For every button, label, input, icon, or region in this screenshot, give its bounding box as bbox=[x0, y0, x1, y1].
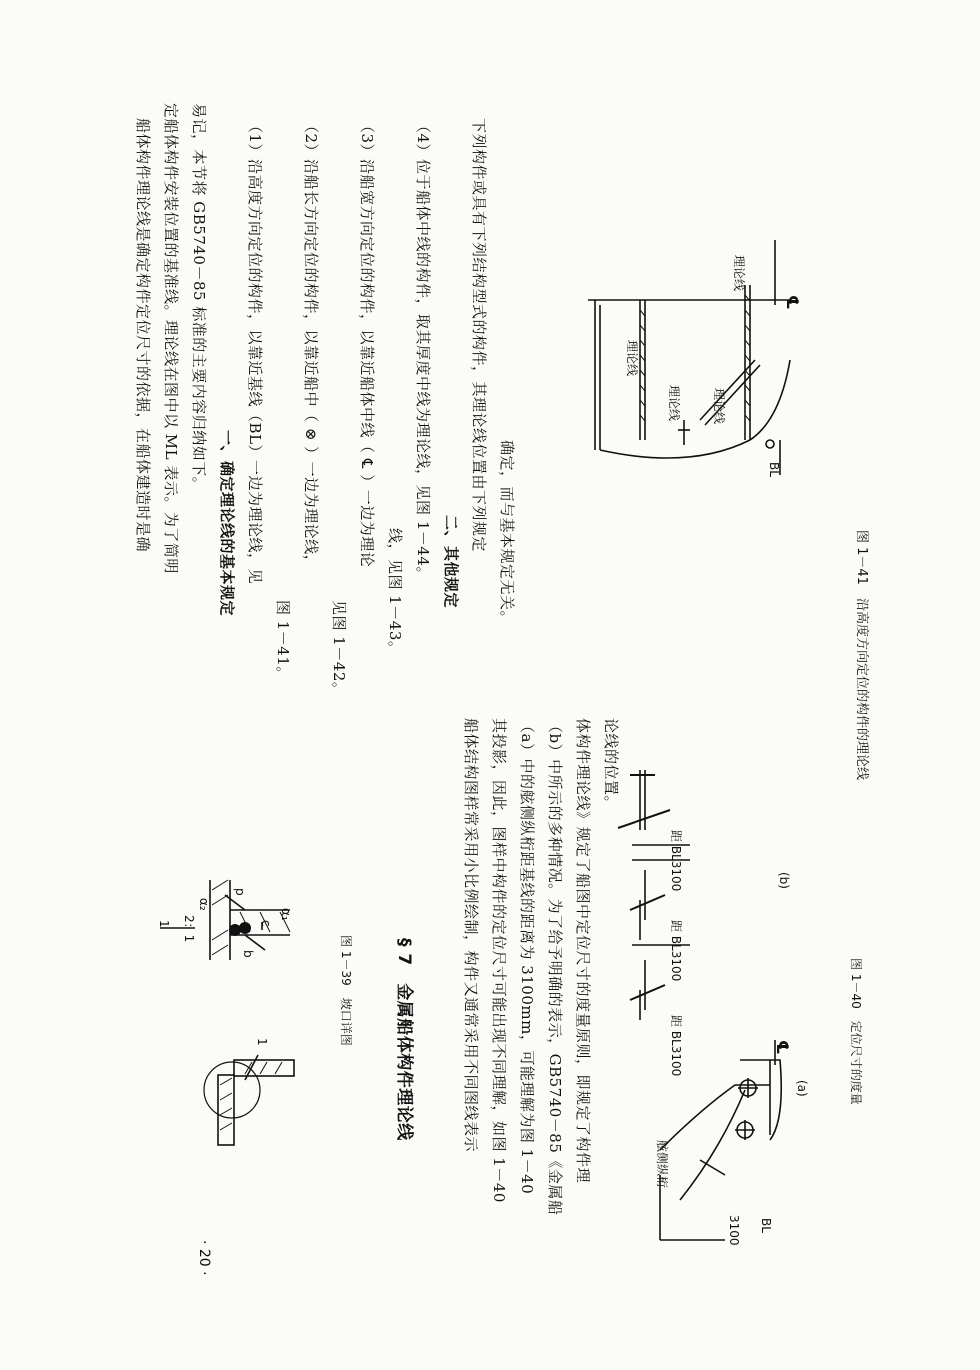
text-line: 船体结构图样常采用小比例绘制，构件又通常采用不同图线表示 bbox=[462, 718, 480, 1153]
text-line: （b）中所示的多种情况。为了给予明确的表示，GB5740－85《金属船 bbox=[546, 718, 564, 1216]
text-line: （3）沿船宽方向定位的构件，以靠近船体中线（ ℄ ）一边为理论 bbox=[358, 118, 376, 568]
text-line: 定船体构件安装位置的基准线。理论线在图中以 ML 表示。为了简明 bbox=[162, 103, 180, 574]
text-line: 易记，本节将 GB5740－85 标准的主要内容归纳如下。 bbox=[190, 103, 208, 493]
text-line: （2）沿船长方向定位的构件，以靠近船中（ ⊗ ）一边为理论线， bbox=[302, 118, 320, 571]
page-number: · 20 · bbox=[196, 1240, 212, 1276]
figure-label: BL bbox=[767, 462, 781, 477]
figure-label: 1 bbox=[255, 1038, 269, 1046]
text-line: 见图 1－42。 bbox=[330, 600, 348, 698]
figure-label: 1 bbox=[157, 920, 171, 928]
text-line: （1）沿高度方向定位的构件，以靠近基线（BL）一边为理论线，见 bbox=[246, 118, 264, 585]
figure-label: 理论线 bbox=[732, 255, 746, 292]
text-line: 船体构件理论线是确定构件定位尺寸的依据，在船体建造时是确 bbox=[134, 118, 152, 553]
figure-caption: 图 1－40 定位尺寸的度量 bbox=[849, 958, 863, 1105]
figure-label: b bbox=[241, 950, 255, 958]
figure-label: 3100 bbox=[727, 1215, 741, 1246]
figure-label: 距 BL3100 bbox=[669, 830, 683, 892]
figure-label: p bbox=[233, 888, 247, 896]
text-line: 图 1－41。 bbox=[274, 600, 292, 682]
figure-label: ℄ bbox=[783, 295, 802, 310]
text-line: 确定，而与基本规定无关。 bbox=[498, 440, 516, 627]
figure-label: 舷侧纵桁 bbox=[655, 1140, 669, 1189]
figure-label: 理论线 bbox=[712, 388, 726, 425]
text-line: 论线的位置。 bbox=[602, 718, 620, 812]
section-title: § 7 金属船体构件理论线 bbox=[394, 938, 414, 1141]
text-line: 线，见图 1－43。 bbox=[386, 528, 404, 657]
figure-label: α₁ bbox=[279, 908, 293, 921]
text-line: （4）位于船体中线的构件，取其厚度中线为理论线，见图 1－44。 bbox=[414, 118, 432, 582]
text-line: 其投影，因此，图样中构件的定位尺寸可能出现不同理解，如图 1－40 bbox=[490, 718, 508, 1203]
figure-label: 距 BL3100 bbox=[669, 920, 683, 982]
text-line: 下列构件或具有下列结构型式的构件，其理论线位置由下列规定 bbox=[470, 118, 488, 553]
figure-label: 理论线 bbox=[667, 385, 681, 422]
figure-label: BL bbox=[759, 1218, 773, 1233]
figure-caption: 图 1－39 坡口详图 bbox=[339, 935, 353, 1046]
subfigure-label-a: (a) bbox=[795, 1080, 809, 1097]
text-line: （a）中的舷侧纵桁距基线的距离为 3100mm，可能理解为图 1－40 bbox=[518, 718, 536, 1195]
figure-label: α₂ bbox=[197, 898, 211, 911]
figure-label: c bbox=[259, 920, 273, 927]
figure-caption: 图 1－41 沿高度方向定位的构件的理论线 bbox=[854, 530, 869, 780]
subheading: 二、其他规定 bbox=[442, 515, 460, 609]
figure-label: 距 BL3100 bbox=[669, 1015, 683, 1077]
subfigure-label-b: (b) bbox=[777, 872, 791, 889]
figure-label: ℄ bbox=[773, 1040, 792, 1055]
figure-label: 理论线 bbox=[625, 340, 639, 377]
subheading: 一、确定理论线的基本规定 bbox=[218, 430, 236, 617]
text-line: 体构件理论线》规定了船图中定位尺寸的度量原则，即规定了构件理 bbox=[574, 718, 592, 1184]
figure-label: 2：1 bbox=[182, 915, 196, 943]
